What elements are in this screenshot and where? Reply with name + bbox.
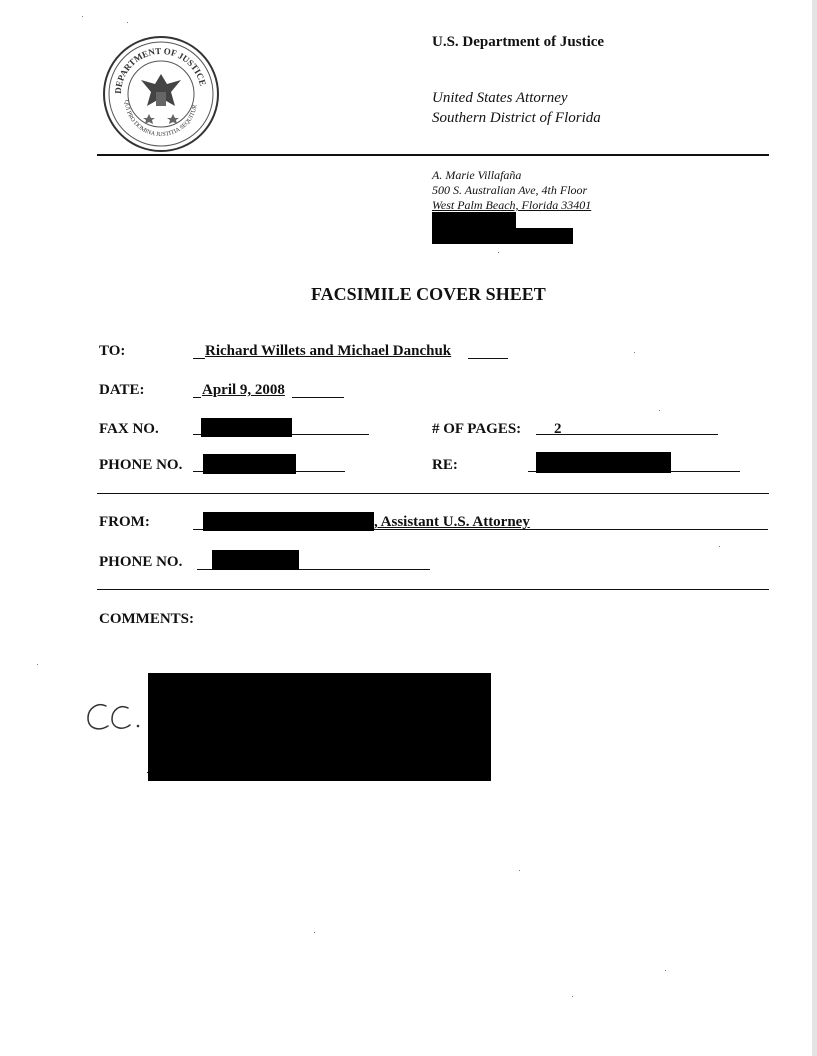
doj-seal-icon <box>101 34 221 154</box>
redaction-box <box>148 673 491 781</box>
sender-street: 500 S. Australian Ave, 4th Floor <box>432 183 588 197</box>
redaction-box <box>201 418 292 437</box>
scan-speck <box>82 16 83 17</box>
from-phone-label: PHONE NO. <box>99 554 183 570</box>
date-value: April 9, 2008 <box>202 382 285 398</box>
letterhead-divider <box>97 154 769 156</box>
seal-bottom-text: QUI PRO DOMINA JUSTITIA SEQUITUR <box>122 99 199 139</box>
underline <box>536 434 718 435</box>
pages-label: # OF PAGES: <box>432 421 522 437</box>
section-divider <box>97 589 769 590</box>
redaction-box <box>212 550 299 570</box>
to-label: TO: <box>99 343 126 359</box>
scan-speck <box>659 410 660 411</box>
phone-label: PHONE NO. <box>99 457 183 473</box>
fax-label: FAX NO. <box>99 421 159 437</box>
scan-edge <box>812 0 817 1056</box>
redaction-box <box>432 228 573 244</box>
redaction-box <box>536 452 671 473</box>
sender-name: A. Marie Villafaña <box>432 168 522 182</box>
re-label: RE: <box>432 457 458 473</box>
redaction-box <box>203 512 374 531</box>
scan-speck <box>719 546 720 547</box>
pages-value: 2 <box>554 421 562 437</box>
comments-label: COMMENTS: <box>99 611 194 627</box>
agency-name: U.S. Department of Justice <box>432 34 605 50</box>
section-divider <box>97 493 769 494</box>
scan-speck <box>572 996 573 997</box>
to-value: Richard Willets and Michael Danchuk <box>205 343 452 359</box>
scan-speck <box>665 970 666 971</box>
redaction-box <box>203 454 296 474</box>
scan-speck <box>37 664 38 665</box>
from-label: FROM: <box>99 514 150 530</box>
underline <box>292 397 344 398</box>
office-line-1: United States Attorney <box>432 90 568 106</box>
scan-speck <box>634 352 635 353</box>
seal-top-text: DEPARTMENT OF JUSTICE <box>112 45 209 95</box>
page-title: FACSIMILE COVER SHEET <box>311 284 546 304</box>
scan-speck <box>498 252 499 253</box>
date-label: DATE: <box>99 382 145 398</box>
underline <box>193 358 205 359</box>
sender-city: West Palm Beach, Florida 33401 <box>432 198 592 212</box>
scan-speck <box>519 870 520 871</box>
scan-speck <box>127 22 128 23</box>
office-line-2: Southern District of Florida <box>432 110 601 126</box>
underline <box>468 358 508 359</box>
underline <box>193 397 201 398</box>
scan-speck <box>314 932 315 933</box>
from-title: , Assistant U.S. Attorney <box>374 514 530 530</box>
handwritten-cc <box>84 694 148 742</box>
